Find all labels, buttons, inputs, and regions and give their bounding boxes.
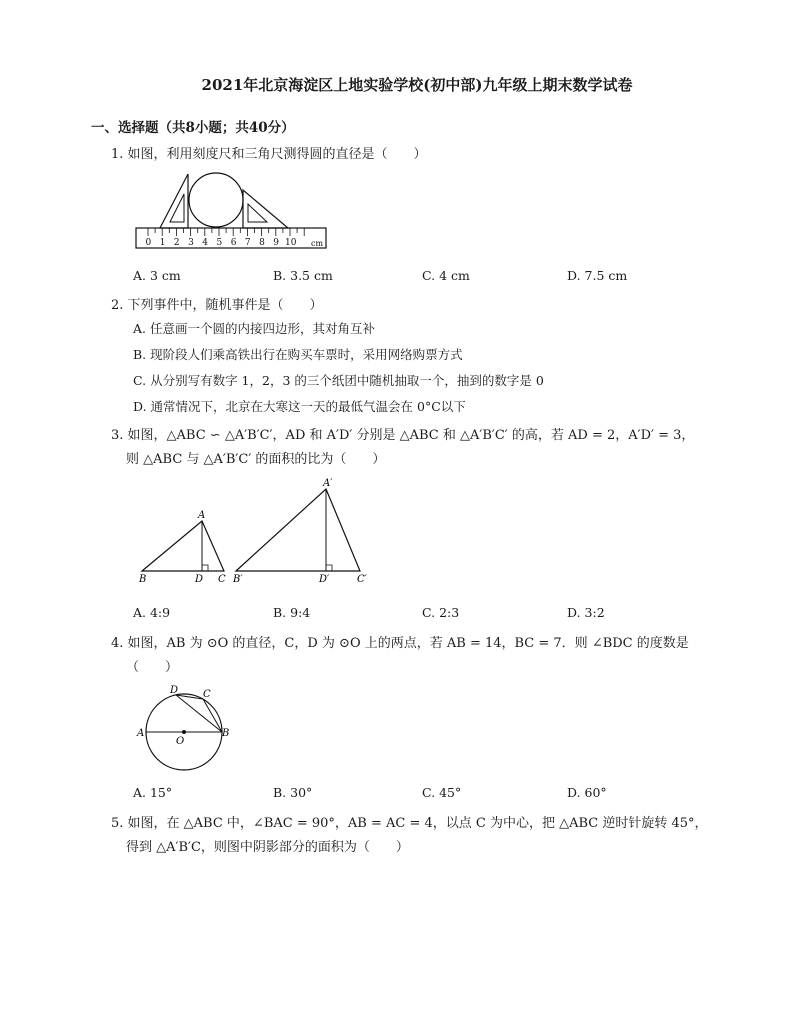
q4-option-d[interactable]: D. 60° [567, 785, 607, 800]
ruler-tick-label: 7 [244, 238, 251, 248]
q1-figure [130, 170, 330, 256]
q3-option-b[interactable]: B. 9:4 [273, 605, 311, 620]
q4-figure [136, 680, 240, 784]
ruler-tick-label: 10 [285, 238, 297, 248]
q2-option-b[interactable]: B. 现阶段人们乘高铁出行在购买车票时，采用网络购票方式 [133, 347, 463, 362]
label-b-prime: B′ [233, 574, 243, 585]
chord-cb [203, 699, 222, 732]
ruler-tick-label: 2 [173, 238, 180, 248]
question-2-stem: 2. 下列事件中，随机事件是（ ） [111, 298, 323, 313]
question-3-stem-line2: 则 △ABC 与 △A′B′C′ 的面积的比为（ ） [126, 452, 386, 467]
ruler-tick-label: 4 [202, 238, 209, 248]
q3-figure [132, 474, 382, 590]
triangle-abc [142, 521, 224, 571]
ruler-tick-label: 5 [216, 238, 223, 248]
q2-option-c[interactable]: C. 从分别写有数字 1，2，3 的三个纸团中随机抽取一个，抽到的数字是 0 [133, 373, 544, 388]
label-c: C [218, 574, 226, 585]
q2-option-a[interactable]: A. 任意画一个圆的内接四边形，其对角互补 [133, 321, 375, 336]
left-set-square-inner [170, 194, 184, 222]
q3-option-c[interactable]: C. 2:3 [422, 605, 460, 620]
triangle-a-prime-b-prime-c-prime [236, 489, 360, 571]
q1-option-d[interactable]: D. 7.5 cm [567, 268, 628, 283]
question-5-stem-line2: 得到 △A′B′C，则图中阴影部分的面积为（ ） [126, 840, 409, 855]
label-a: A [137, 728, 145, 739]
ruler-unit: cm [311, 239, 324, 248]
ruler-tick-label: 1 [159, 238, 166, 248]
ruler-tick-label: 0 [145, 238, 152, 248]
q1-option-c[interactable]: C. 4 cm [422, 268, 470, 283]
ruler-tick-label: 8 [259, 238, 265, 248]
label-c-prime: C′ [357, 574, 367, 585]
question-1-stem: 1. 如图，利用刻度尺和三角尺测得圆的直径是（ ） [111, 147, 427, 162]
question-4-stem-line2: （ ） [126, 660, 179, 675]
question-5-stem-line1: 5. 如图，在 △ABC 中，∠BAC = 90°，AB = AC = 4，以点 C 为中心，把 △ABC 逆时针旋转 45°， [111, 816, 708, 831]
chord-db [176, 695, 222, 732]
ruler-tick-label: 3 [188, 238, 194, 248]
q4-option-b[interactable]: B. 30° [273, 785, 313, 800]
label-c: C [203, 689, 211, 700]
ruler-tick-label: 9 [273, 238, 280, 248]
center-point [182, 730, 186, 734]
label-d-prime: D′ [319, 574, 330, 585]
question-4-stem-line1: 4. 如图，AB 为 ⊙O 的直径，C，D 为 ⊙O 上的两点，若 AB = 14，BC = 7．则 ∠BDC 的度数是 [111, 636, 689, 651]
q2-option-d[interactable]: D. 通常情况下，北京在大寒这一天的最低气温会在 0°C以下 [133, 399, 466, 414]
label-a: A [198, 510, 206, 521]
q4-option-c[interactable]: C. 45° [422, 785, 462, 800]
page-title: 2021年北京海淀区上地实验学校(初中部)九年级上期末数学试卷 [201, 76, 633, 94]
q1-option-b[interactable]: B. 3.5 cm [273, 268, 333, 283]
ruler-tick-label: 6 [230, 238, 237, 248]
label-d: D [195, 574, 204, 585]
q4-option-a[interactable]: A. 15° [133, 785, 173, 800]
label-b: B [222, 728, 230, 739]
right-angle-mark-d-prime [326, 565, 332, 571]
right-angle-mark-d [202, 565, 208, 571]
label-d: D [170, 685, 179, 696]
question-3-stem-line1: 3. 如图，△ABC ∽ △A′B′C′，AD 和 A′D′ 分别是 △ABC 和 △A′B′C′ 的高，若 AD = 2，A′D′ = 3， [111, 428, 695, 443]
q1-option-a[interactable]: A. 3 cm [133, 268, 181, 283]
right-set-square-inner [248, 204, 267, 222]
q3-option-a[interactable]: A. 4:9 [133, 605, 171, 620]
section-heading: 一、选择题（共8小题；共40分） [91, 120, 295, 136]
q3-option-d[interactable]: D. 3:2 [567, 605, 605, 620]
measured-circle [189, 173, 243, 227]
label-o: O [176, 736, 185, 747]
label-b: B [139, 574, 147, 585]
label-a-prime: A′ [323, 478, 333, 489]
